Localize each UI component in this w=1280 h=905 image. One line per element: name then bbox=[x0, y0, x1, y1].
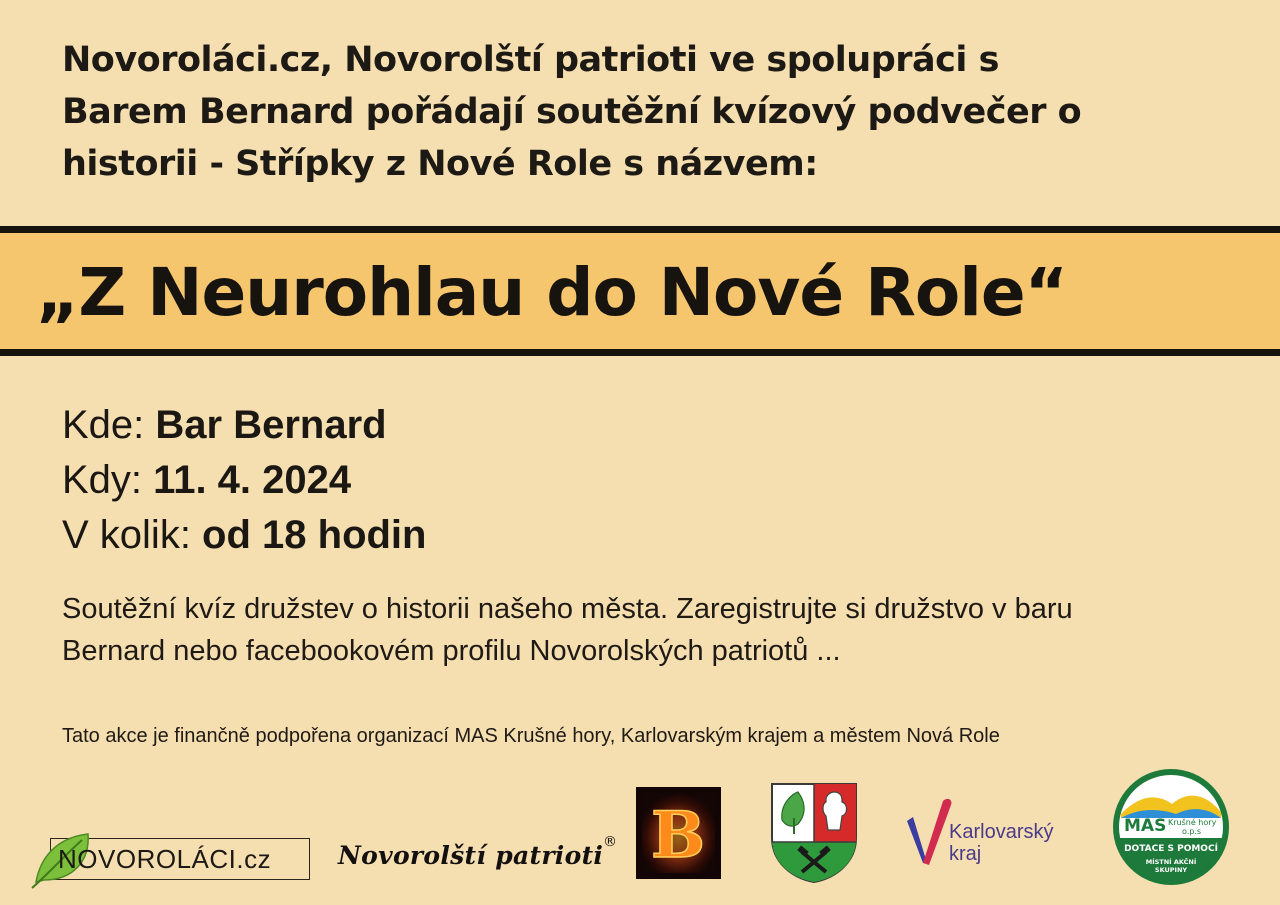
mas-krusne-hory-logo bbox=[1110, 768, 1232, 886]
patrioti-text: Novorolští patrioti bbox=[338, 841, 604, 870]
event-title: „Z Neurohlau do Nové Role“ bbox=[36, 254, 1068, 331]
mas-small-line-2: o.p.s bbox=[1182, 827, 1202, 836]
novorolaci-logo bbox=[30, 830, 310, 886]
registered-mark: ® bbox=[603, 834, 617, 850]
support-note: Tato akce je finančně podpořena organizací MAS Krušné hory, Karlovarským krajem a městem Nová Role bbox=[62, 725, 1000, 747]
novorolaci-text: NOVOROLÁCI.cz bbox=[58, 844, 272, 874]
where-label: Kde: bbox=[62, 403, 156, 447]
intro-line-1: Novoroláci.cz, Novorolští patrioti ve spolupráci s bbox=[62, 40, 999, 80]
mas-small-line-1: Krušné hory bbox=[1168, 818, 1217, 827]
title-band bbox=[0, 226, 1280, 356]
when-value: 11. 4. 2024 bbox=[153, 458, 352, 502]
description-line-2: Bernard nebo facebookovém profilu Novorolských patriotů ... bbox=[62, 635, 841, 667]
time-row bbox=[62, 508, 426, 563]
fire-b-icon bbox=[636, 787, 721, 879]
kraj-line-1: Karlovarský bbox=[949, 821, 1054, 843]
bar-letter: B bbox=[650, 798, 706, 873]
intro-text bbox=[62, 34, 1242, 190]
description bbox=[62, 588, 1252, 672]
kraj-text bbox=[949, 821, 1053, 865]
mas-dotace-text: DOTACE S POMOCÍ bbox=[1124, 844, 1218, 854]
intro-line-3: historii - Střípky z Nové Role s názvem: bbox=[62, 144, 818, 184]
mas-main-text: MAS bbox=[1124, 816, 1167, 836]
bar-bernard-logo bbox=[636, 787, 721, 879]
time-label: V kolik: bbox=[62, 513, 203, 557]
coat-of-arms-icon bbox=[768, 780, 860, 884]
mas-mistni-text bbox=[1119, 858, 1223, 874]
intro-line-2: Barem Bernard pořádají soutěžní kvízový podvečer o bbox=[62, 92, 1082, 132]
kraj-line-2: kraj bbox=[949, 843, 982, 865]
when-label: Kdy: bbox=[62, 458, 154, 502]
nova-role-coat-of-arms bbox=[768, 780, 860, 884]
where-row bbox=[62, 398, 426, 453]
description-line-1: Soutěžní kvíz družstev o historii našeho města. Zaregistrujte si družstvo v baru bbox=[62, 593, 1073, 625]
mas-mistni-line-1: MÍSTNÍ AKČNÍ bbox=[1145, 858, 1197, 866]
event-details bbox=[62, 398, 426, 563]
time-value: od 18 hodin bbox=[202, 513, 427, 557]
where-value: Bar Bernard bbox=[155, 403, 387, 447]
mas-mistni-line-2: SKUPINY bbox=[1154, 866, 1188, 874]
when-row bbox=[62, 453, 426, 508]
mas-small-text bbox=[1168, 818, 1216, 836]
patrioti-logo bbox=[338, 836, 628, 880]
karlovarsky-kraj-logo bbox=[903, 793, 1078, 873]
